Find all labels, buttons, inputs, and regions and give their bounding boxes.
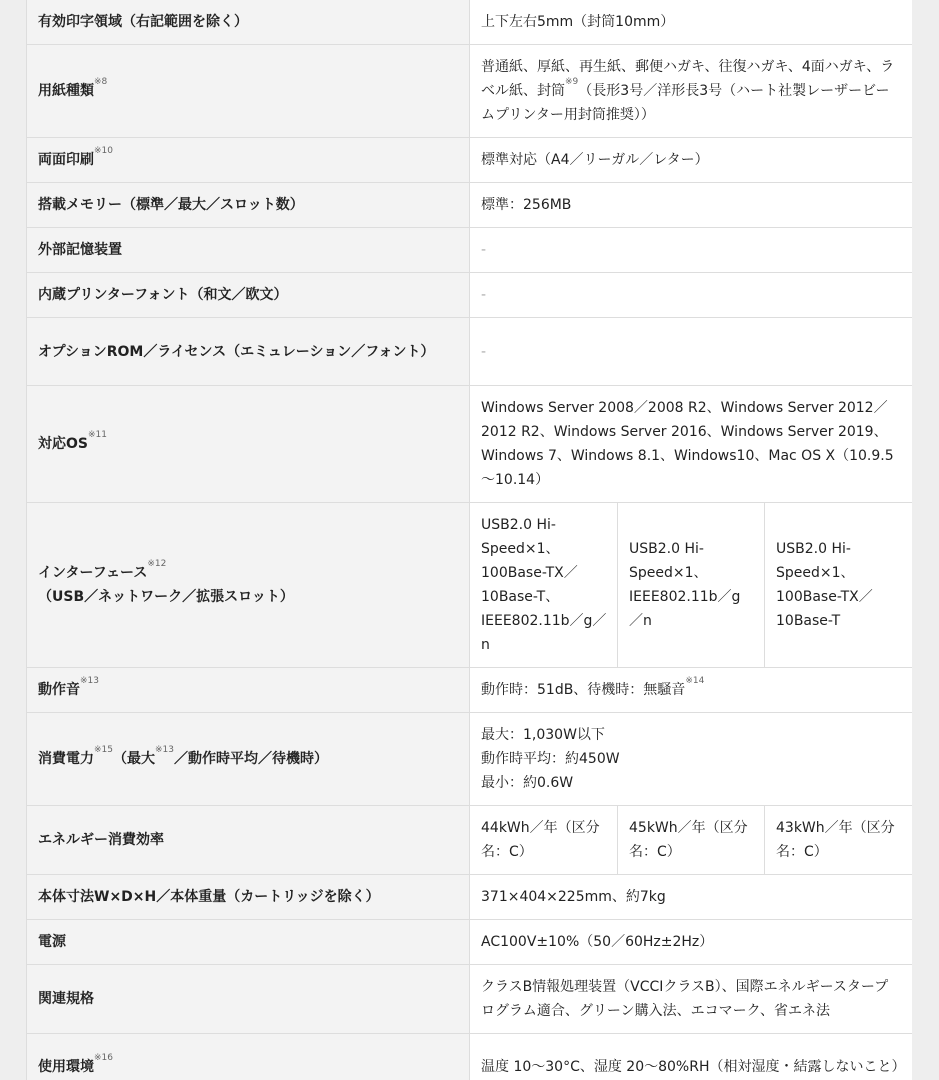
footnote-mark: ※15	[94, 745, 113, 756]
spec-label-text: インターフェース	[38, 565, 148, 581]
spec-value: -	[470, 318, 913, 386]
spec-label: 外部記憶装置	[27, 228, 470, 273]
table-row	[27, 318, 913, 386]
table-row	[27, 183, 913, 228]
spec-value: 45kWh／年（区分名：C）	[618, 806, 765, 875]
spec-value: 371×404×225mm、約7kg	[470, 875, 913, 920]
spec-value	[470, 668, 913, 713]
footnote-mark: ※13	[80, 676, 99, 687]
spec-value-text: 普通紙、厚紙、再生紙、郵便ハガキ、往復ハガキ、4面ハガキ、ラベル紙、封筒	[481, 59, 895, 99]
spec-sheet	[26, 0, 912, 1080]
footnote-mark: ※14	[685, 676, 705, 687]
table-row	[27, 806, 913, 875]
spec-label-text: 両面印刷	[38, 152, 94, 168]
spec-label-text: 使用環境	[38, 1059, 94, 1075]
spec-label	[27, 503, 470, 668]
table-row	[27, 0, 913, 45]
spec-label: 関連規格	[27, 965, 470, 1034]
spec-label: 本体寸法W×D×H／本体重量（カートリッジを除く）	[27, 875, 470, 920]
spec-value: 標準対応（A4／リーガル／レター）	[470, 138, 913, 183]
spec-label-text: 消費電力	[38, 751, 94, 767]
spec-value: AC100V±10%（50／60Hz±2Hz）	[470, 920, 913, 965]
spec-value-line: 最大：1,030W以下	[481, 727, 605, 743]
footnote-mark: ※12	[147, 559, 167, 570]
table-row	[27, 1034, 913, 1080]
footnote-mark: ※9	[565, 77, 579, 88]
spec-value: -	[470, 228, 913, 273]
spec-label	[27, 668, 470, 713]
table-row	[27, 965, 913, 1034]
spec-label	[27, 138, 470, 183]
spec-value	[470, 713, 913, 806]
table-row	[27, 45, 913, 138]
table-row	[27, 713, 913, 806]
spec-label	[27, 1034, 470, 1080]
footnote-mark: ※16	[94, 1053, 113, 1064]
table-row	[27, 228, 913, 273]
spec-value: 標準：256MB	[470, 183, 913, 228]
spec-value: -	[470, 273, 913, 318]
spec-label	[27, 713, 470, 806]
spec-value: USB2.0 Hi-Speed×1、IEEE802.11b／g／n	[618, 503, 765, 668]
spec-label: 内蔵プリンターフォント（和文／欧文）	[27, 273, 470, 318]
spec-label-text: ／動作時平均／待機時）	[174, 751, 328, 767]
spec-label: エネルギー消費効率	[27, 806, 470, 875]
table-row	[27, 273, 913, 318]
spec-value: 温度 10～30°C、湿度 20～80%RH（相対湿度・結露しないこと）	[470, 1034, 913, 1080]
spec-value-line: 動作時平均：約450W	[481, 751, 620, 767]
spec-label: 電源	[27, 920, 470, 965]
spec-value-text: 動作時：51dB、待機時：無騒音	[481, 682, 686, 698]
table-row	[27, 386, 913, 503]
spec-label-text: （USB／ネットワーク／拡張スロット）	[38, 589, 294, 605]
spec-label: オプションROM／ライセンス（エミュレーション／フォント）	[27, 318, 470, 386]
footnote-mark: ※11	[87, 430, 107, 441]
spec-label: 有効印字領域（右記範囲を除く）	[27, 0, 470, 45]
spec-label	[27, 386, 470, 503]
spec-label-text: （最大	[113, 751, 155, 767]
table-row	[27, 668, 913, 713]
spec-value	[470, 45, 913, 138]
spec-value: Windows Server 2008／2008 R2、Windows Server 2012／2012 R2、Windows Server 2016、Windows Server 2019、Windows 7、Windows 8.1、Windows10、Mac OS X（10.9.5～10.14）	[470, 386, 913, 503]
spec-value-text: （長形3号／洋形長3号（ハート社製レーザービームプリンター用封筒推奨））	[481, 83, 890, 123]
spec-label-text: 用紙種類	[38, 83, 94, 99]
spec-value: USB2.0 Hi-Speed×1、100Base-TX／10Base-T	[765, 503, 913, 668]
spec-table	[26, 0, 912, 1080]
spec-label-text: 対応OS	[38, 436, 88, 452]
spec-label	[27, 45, 470, 138]
footnote-mark: ※10	[94, 146, 113, 157]
footnote-mark: ※8	[94, 77, 108, 88]
spec-value: 上下左右5mm（封筒10mm）	[470, 0, 913, 45]
table-row	[27, 503, 913, 668]
table-row	[27, 920, 913, 965]
table-row	[27, 138, 913, 183]
spec-value-line: 最小：約0.6W	[481, 775, 574, 791]
table-row	[27, 875, 913, 920]
spec-value: USB2.0 Hi-Speed×1、100Base-TX／10Base-T、IEEE802.11b／g／n	[470, 503, 618, 668]
spec-value: 44kWh／年（区分名：C）	[470, 806, 618, 875]
spec-label-text: 動作音	[38, 682, 80, 698]
spec-value: クラスB情報処理装置（VCCIクラスB）、国際エネルギースタープログラム適合、グリーン購入法、エコマーク、省エネ法	[470, 965, 913, 1034]
spec-value: 43kWh／年（区分名：C）	[765, 806, 913, 875]
spec-label: 搭載メモリー（標準／最大／スロット数）	[27, 183, 470, 228]
footnote-mark: ※13	[155, 745, 174, 756]
